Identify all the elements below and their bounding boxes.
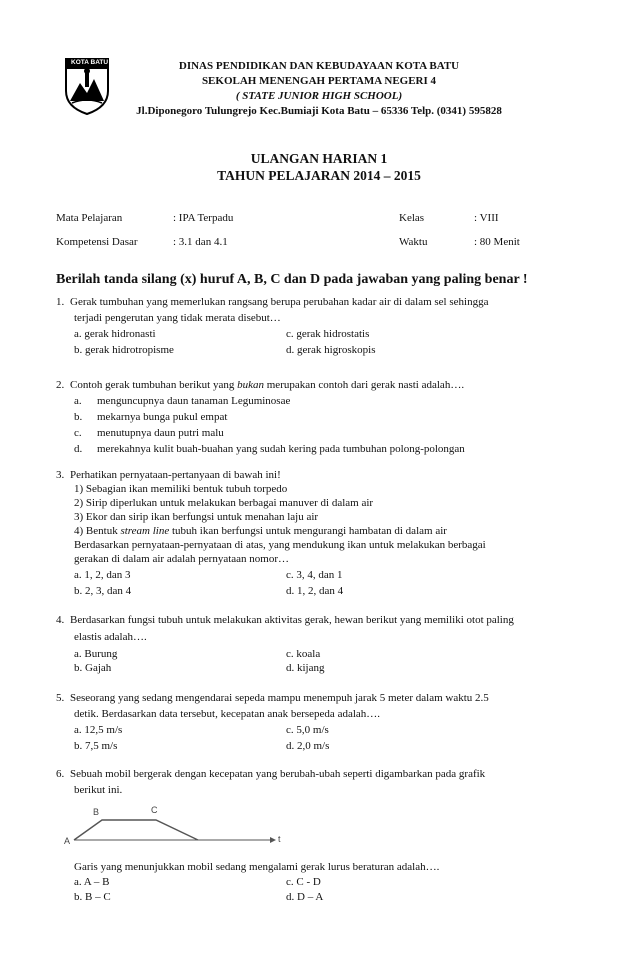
- question-text: Sebuah mobil bergerak dengan kecepatan yang berubah-ubah seperti digambarkan pada grafik: [70, 768, 486, 780]
- q3-option-b: b. 2, 3, dan 4: [74, 585, 132, 597]
- question-6: [56, 766, 485, 782]
- q3-option-a: a. 1, 2, dan 3: [74, 569, 131, 581]
- q5-option-d: d. 2,0 m/s: [286, 740, 330, 752]
- velocity-graph: [62, 798, 292, 850]
- header-line-address: Jl.Diponegoro Tulungrejo Kec.Bumiaji Kota Batu – 65336 Telp. (0341) 595828: [136, 105, 502, 117]
- question-5: [56, 690, 489, 706]
- question-number: 6.: [56, 768, 65, 780]
- statement-1: 1) Sebagian ikan memiliki bentuk tubuh torpedo: [74, 483, 288, 495]
- class-label: Kelas: [399, 212, 425, 224]
- question-6-text-cont-2: Garis yang menunjukkan mobil sedang mengalami gerak lurus beraturan adalah….: [74, 861, 440, 873]
- q2-option-b: mekarnya bunga pukul empat: [97, 411, 228, 423]
- statement-4-italic: stream line: [120, 525, 170, 537]
- question-text: Gerak tumbuhan yang memerlukan rangsang berupa perubahan kadar air di dalam sel sehingga: [70, 296, 489, 308]
- q2-option-c-letter: c.: [74, 427, 82, 439]
- q6-option-b: b. B – C: [74, 891, 111, 903]
- graph-label-t: t: [278, 834, 281, 844]
- q5-option-a: a. 12,5 m/s: [74, 724, 123, 736]
- q2-option-a-letter: a.: [74, 395, 82, 407]
- question-6-text-cont: berikut ini.: [74, 784, 123, 796]
- graph-line: [74, 820, 198, 840]
- question-3-text-cont: Berdasarkan pernyataan-pernyataan di atas, yang mendukung ikan untuk melakukan berbagai: [74, 539, 486, 551]
- question-5-text-cont: detik. Berdasarkan data tersebut, kecepatan anak bersepeda adalah….: [74, 708, 381, 720]
- question-text-italic: bukan: [237, 379, 264, 391]
- competency-label: Kompetensi Dasar: [56, 236, 138, 248]
- question-number: 4.: [56, 614, 65, 626]
- q2-option-d: merekahnya kulit buah-buahan yang sudah kering pada tumbuhan polong-polongan: [97, 443, 465, 455]
- question-number: 3.: [56, 469, 65, 481]
- q6-option-d: d. D – A: [286, 891, 324, 903]
- class-value: : VIII: [474, 212, 499, 224]
- graph-label-b: B: [93, 807, 100, 817]
- q1-option-d: d. gerak higroskopis: [286, 344, 376, 356]
- question-number: 1.: [56, 296, 65, 308]
- header-line-agency: DINAS PENDIDIKAN DAN KEBUDAYAAN KOTA BATU: [178, 60, 460, 72]
- q2-option-d-letter: d.: [74, 443, 83, 455]
- statement-4-pre: 4) Bentuk: [74, 525, 121, 537]
- question-text: Perhatikan pernyataan-pertanyaan di bawah ini!: [70, 469, 281, 481]
- q4-option-d: d. kijang: [286, 662, 325, 674]
- question-3-text-cont-2: gerakan di dalam air adalah pernyataan nomor…: [74, 553, 290, 565]
- q6-option-c: c. C - D: [286, 876, 321, 888]
- statement-2: 2) Sirip diperlukan untuk melakukan berbagai manuver di dalam air: [74, 497, 374, 509]
- question-number: 5.: [56, 692, 65, 704]
- time-label: Waktu: [399, 236, 428, 248]
- question-4-text-cont: elastis adalah….: [74, 631, 147, 643]
- q1-option-a: a. gerak hidronasti: [74, 328, 156, 340]
- question-text: Seseorang yang sedang mengendarai sepeda mampu menempuh jarak 5 meter dalam waktu 2.5: [70, 692, 489, 704]
- header-line-english: ( STATE JUNIOR HIGH SCHOOL): [235, 90, 403, 102]
- q4-option-b: b. Gajah: [74, 662, 112, 674]
- q5-option-b: b. 7,5 m/s: [74, 740, 118, 752]
- graph-label-c: C: [151, 805, 158, 815]
- question-1: [56, 294, 488, 310]
- question-text: Berdasarkan fungsi tubuh untuk melakukan aktivitas gerak, hewan berikut yang memiliki otot paling: [70, 614, 514, 626]
- exam-title: ULANGAN HARIAN 1: [250, 151, 388, 166]
- question-number: 2.: [56, 379, 65, 391]
- question-2: [56, 377, 464, 393]
- graph-label-a: A: [64, 836, 71, 846]
- exam-year: TAHUN PELAJARAN 2014 – 2015: [217, 168, 421, 183]
- q4-option-a: a. Burung: [74, 648, 118, 660]
- statement-3: 3) Ekor dan sirip ikan berfungsi untuk menahan laju air: [74, 511, 319, 523]
- statement-4-post: tubuh ikan berfungsi untuk mengurangi hambatan di dalam air: [169, 525, 447, 537]
- competency-value: : 3.1 dan 4.1: [173, 236, 228, 248]
- q3-option-c: c. 3, 4, dan 1: [286, 569, 343, 581]
- question-4: [56, 612, 514, 628]
- q2-option-a: menguncupnya daun tanaman Leguminosae: [97, 395, 291, 407]
- subject-label: Mata Pelajaran: [56, 212, 123, 224]
- q2-option-c: menutupnya daun putri malu: [97, 427, 224, 439]
- subject-value: : IPA Terpadu: [173, 212, 234, 224]
- question-text-post: merupakan contoh dari gerak nasti adalah….: [264, 379, 465, 391]
- q4-option-c: c. koala: [286, 648, 321, 660]
- logo-text: KOTA BATU: [71, 59, 109, 66]
- question-1-text-cont: terjadi pengerutan yang tidak merata disebut…: [74, 312, 281, 324]
- q5-option-c: c. 5,0 m/s: [286, 724, 329, 736]
- header-line-school: SEKOLAH MENENGAH PERTAMA NEGERI 4: [201, 75, 437, 87]
- q6-option-a: a. A – B: [74, 876, 110, 888]
- time-value: : 80 Menit: [474, 236, 520, 248]
- q1-option-b: b. gerak hidrotropisme: [74, 344, 174, 356]
- q2-option-b-letter: b.: [74, 411, 83, 423]
- q3-option-d: d. 1, 2, dan 4: [286, 585, 344, 597]
- axis-arrow-icon: [270, 837, 276, 843]
- instruction: Berilah tanda silang (x) huruf A, B, C dan D pada jawaban yang paling benar !: [56, 272, 528, 287]
- question-text-pre: Contoh gerak tumbuhan berikut yang: [70, 379, 238, 391]
- q1-option-c: c. gerak hidrostatis: [286, 328, 370, 340]
